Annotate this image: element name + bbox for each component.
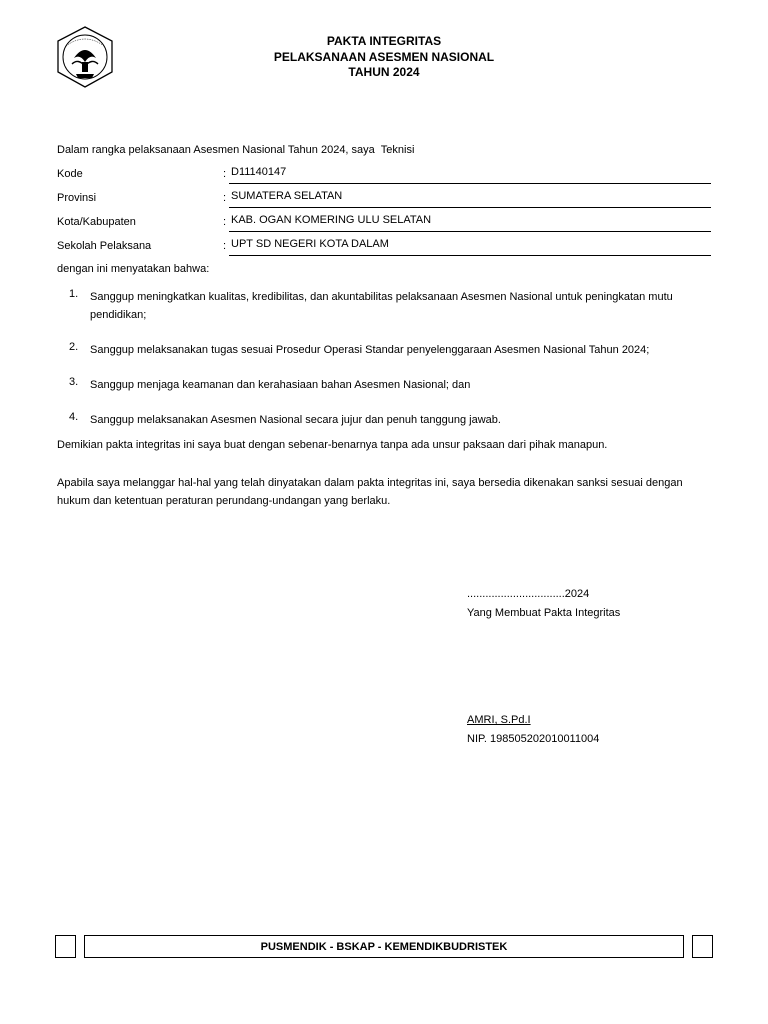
signer-name: AMRI, S.Pd.I [467, 714, 531, 726]
intro-sentence [57, 144, 414, 156]
field-underline [229, 207, 711, 208]
field-underline [229, 231, 711, 232]
item-number: 1. [69, 288, 79, 300]
field-colon: : [223, 168, 227, 180]
document-title: PAKTA INTEGRITAS [326, 34, 442, 48]
item-number: 3. [69, 376, 79, 388]
item-text: Sanggup melaksanakan tugas sesuai Prosedur Operasi Standar penyelenggaraan Asesmen Nasional Tahun 2024; [90, 344, 650, 356]
signer-nip: NIP. 198505202010011004 [467, 733, 600, 745]
field-value-sekolah-pelaksana: UPT SD NEGERI KOTA DALAM [231, 238, 389, 250]
intro-role: Teknisi [380, 144, 415, 156]
document-year: TAHUN 2024 [348, 65, 420, 79]
item-number: 2. [69, 341, 79, 353]
item-text: Sanggup meningkatkan kualitas, kredibilitas, dan akuntabilitas pelaksanaan Asesmen Nasional untuk peningkatan mutu pendidikan; [90, 291, 673, 321]
document-subtitle: PELAKSANAAN ASESMEN NASIONAL [273, 50, 495, 64]
footer-right-box [692, 935, 713, 958]
field-colon: : [223, 192, 227, 204]
intro-text: Dalam rangka pelaksanaan Asesmen Nasional Tahun 2024, saya [57, 144, 375, 156]
footer-left-box [55, 935, 76, 958]
item-text: Sanggup menjaga keamanan dan kerahasiaan bahan Asesmen Nasional; dan [90, 379, 471, 391]
field-label-provinsi: Provinsi [57, 192, 97, 204]
field-label-kota-kabupaten: Kota/Kabupaten [57, 216, 136, 228]
signature-caption: Yang Membuat Pakta Integritas [467, 607, 621, 619]
sanction-paragraph: Apabila saya melanggar hal-hal yang telah dinyatakan dalam pakta integritas ini, saya bersedia dikenakan sanksi sesuai dengan hukum dan ketentuan peraturan perundang-undangan yang berlaku. [57, 477, 683, 507]
field-label-sekolah-pelaksana: Sekolah Pelaksana [57, 240, 152, 252]
item-number: 4. [69, 411, 79, 423]
item-text: Sanggup melaksanakan Asesmen Nasional secara jujur dan penuh tanggung jawab. [90, 414, 501, 426]
signature-date: ................................2024 [467, 588, 590, 600]
field-value-provinsi: SUMATERA SELATAN [231, 190, 343, 202]
field-colon: : [223, 216, 227, 228]
footer-banner [84, 935, 684, 958]
footer-text: PUSMENDIK - BSKAP - KEMENDIKBUDRISTEK [260, 940, 508, 953]
field-underline [229, 183, 711, 184]
closing-paragraph: Demikian pakta integritas ini saya buat dengan sebenar-benarnya tanpa ada unsur paksaan dari pihak manapun. [57, 439, 608, 451]
field-value-kode: D11140147 [231, 166, 287, 178]
field-label-kode: Kode [57, 168, 83, 180]
field-value-kota-kabupaten: KAB. OGAN KOMERING ULU SELATAN [231, 214, 432, 226]
field-colon: : [223, 240, 227, 252]
field-underline [229, 255, 711, 256]
statement-intro: dengan ini menyatakan bahwa: [57, 263, 210, 275]
